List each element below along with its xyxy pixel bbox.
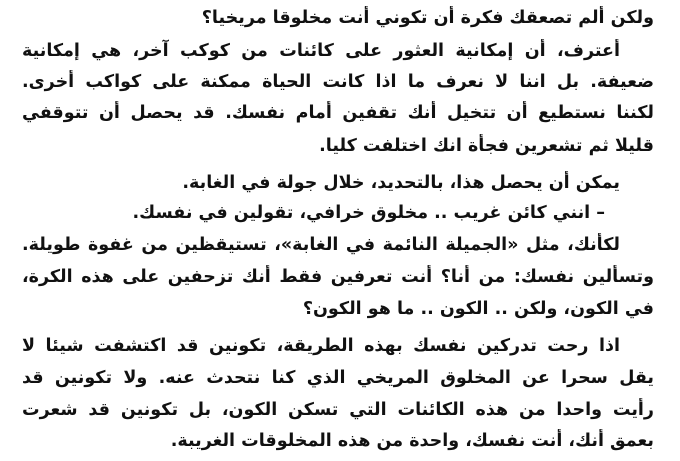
text-line: يمكن أن يحصل هذا، بالتحديد، خلال جولة في الغابة. — [182, 173, 620, 193]
text-line: لكننا نستطيع أن تتخيل أنك تقفين أمام نفسك. قد يحصل أن تتوقفي — [22, 103, 654, 123]
text-line: اذا رحت تدركين نفسك بهذه الطريقة، تكونين قد اكتشفت شيئا لا — [22, 336, 620, 356]
text-line: ولكن ألم تصعقك فكرة أن تكوني أنت مخلوقا مريخيا؟ — [201, 8, 654, 28]
text-line: بعمق أنك، أنت نفسك، واحدة من هذه المخلوقات الغريبة. — [170, 431, 654, 451]
text-line: رأيت واحدا من هذه الكائنات التي تسكن الكون، بل تكونين قد شعرت — [22, 400, 654, 420]
text-line: وتسألين نفسك: من أنا؟ أنت تعرفين فقط أنك تزحفين على هذه الكرة، — [22, 267, 654, 287]
text-line: لكأنك، مثل «الجميلة النائمة في الغابة»، تستيقظين من غفوة طويلة. — [22, 235, 620, 255]
text-line: يقل سحرا عن المخلوق المريخي الذي كنا نتحدث عنه. ولا تكونين قد — [22, 368, 654, 388]
text-line: ضعيفة. بل اننا لا نعرف ما اذا كانت الحياة ممكنة على كواكب أخرى. — [22, 72, 654, 92]
text-line: – انني كائن غريب .. مخلوق خرافي، تقولين في نفسك. — [132, 203, 605, 223]
text-line: قليلا ثم تشعرين فجأة انك اختلفت كليا. — [319, 136, 654, 156]
text-line: في الكون، ولكن .. الكون .. ما هو الكون؟ — [302, 299, 654, 319]
text-line: أعترف، أن إمكانية العثور على كائنات من كوكب آخر، هي إمكانية — [22, 41, 620, 61]
